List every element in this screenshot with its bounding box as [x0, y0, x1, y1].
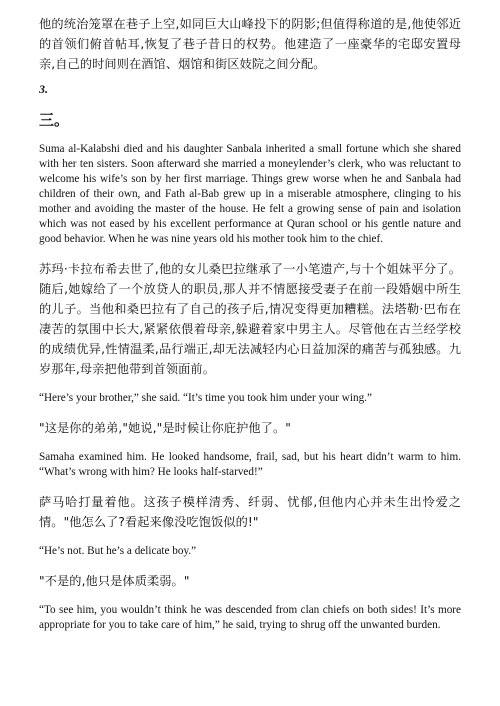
paragraph-en-5: “He’s not. But he’s a delicate boy.”: [39, 545, 197, 557]
paragraph-cn-3: "这是你的弟弟,"她说,"是时候让你庇护他了。": [39, 421, 291, 435]
paragraph-cn-4: 萨马哈打量着他。这孩子模样清秀、纤弱、忧郁,但他内心并未生出怜爱之情。"他怎么了?看起来像没吃饱饭似的!": [39, 495, 461, 529]
paragraph-cn-1: 他的统治笼罩在巷子上空,如同巨大山峰投下的阴影;但值得称道的是,他使邻近的首领们俯首帖耳,恢复了巷子昔日的权势。他建造了一座豪华的宅邸安置母亲,自己的时间则在酒馆、烟馆和街区妓院之间分配。: [39, 17, 461, 71]
paragraph-cn-5: "不是的,他只是体质柔弱。": [39, 574, 190, 588]
paragraph-en-4: Samaha examined him. He looked handsome, frail, sad, but his heart didn’t warm to him. “What’s wrong with him? He looks half-starved!”: [39, 451, 461, 478]
paragraph-cn-2: 苏玛·卡拉布希去世了,他的女儿桑巴拉继承了一小笔遗产,与十个姐妹平分了。随后,她嫁给了一个放贷人的职员,那人并不情愿接受妻子在前一段婚姻中所生的儿子。当他和桑巴拉有了自己的孩子后,情况变得更加糟糕。法塔勒·巴布在凄苦的氛围中长大,紧紧依偎着母亲,躲避着家中男主人。尽管他在古兰经学校的成绩优异,性情温柔,品行端正,却无法减轻内心日益加深的痛苦与孤独感。九岁那年,母亲把他带到首领面前。: [39, 262, 461, 376]
paragraph-en-3: “Here’s your brother,” she said. “It’s time you took him under your wing.”: [39, 392, 372, 404]
section-number: 3.: [39, 82, 48, 96]
section-heading: 三。: [39, 111, 70, 129]
paragraph-en-2: Suma al-Kalabshi died and his daughter Sanbala inherited a small fortune which she shared with her ten sisters. Soon afterward she married a moneylender’s clerk, who was reluctant to welcome his wife’s son by her first marriage. Things grew worse when he and Sanbala had children of their own, and Fath al-Bab grew up in a miserable atmosphere, clinging to his mother and avoiding the master of the house. He felt a growing sense of pain and isolation which was not eased by his excellent performance at Quran school or his gentle nature and good behavior. When he was nine years old his mother took him to the chief.: [39, 143, 461, 245]
paragraph-en-6: “To see him, you wouldn’t think he was descended from clan chiefs on both sides! It’s more appropriate for you to take care of him,” he said, trying to shrug off the unwanted burden.: [39, 604, 461, 631]
